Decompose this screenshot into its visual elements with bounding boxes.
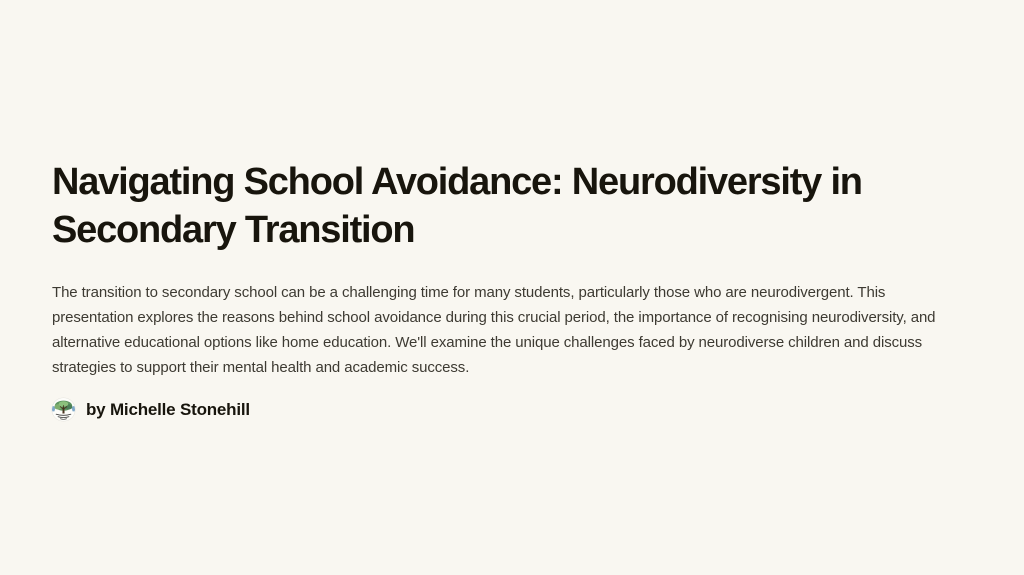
author-avatar bbox=[52, 398, 75, 421]
author-byline bbox=[52, 398, 972, 421]
slide-description: The transition to secondary school can be a challenging time for many students, particularly those who are neurodivergent. This presentation explores the reasons behind school avoidance during this crucial period, the importance of recognising neurodiversity, and alternative educational options like home education. We'll examine the unique challenges faced by neurodiverse children and discuss strategies to support their mental health and academic success. bbox=[52, 284, 936, 376]
slide-title: Navigating School Avoidance: Neurodiversity in Secondary Transition bbox=[52, 161, 862, 251]
author-byline-text: by Michelle Stonehill bbox=[86, 399, 250, 419]
tree-logo-icon bbox=[52, 398, 75, 421]
